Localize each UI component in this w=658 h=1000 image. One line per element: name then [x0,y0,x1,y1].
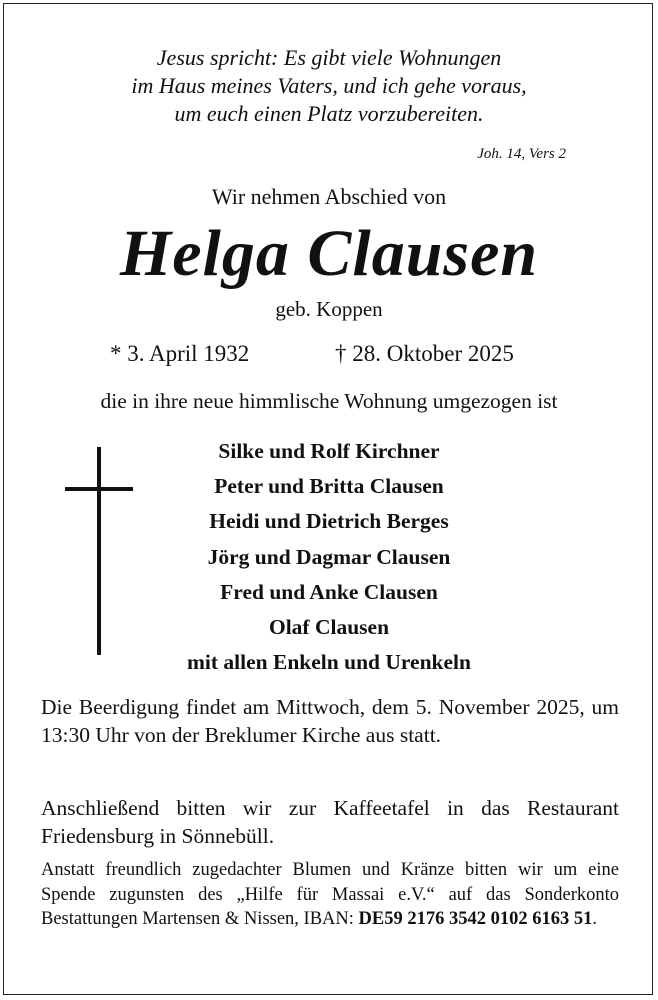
mourner-line: Silke und Rolf Kirchner [218,439,440,463]
reception-info: Anschließend bitten wir zur Kaffeetafel in das Restaurant Friedensburg in Sönnebüll. [41,796,619,848]
verse-reference: Joh. 14, Vers 2 [477,146,566,162]
verse-line: im Haus meines Vaters, und ich gehe voraus, [131,73,527,98]
birth-date: * 3. April 1932 [110,341,250,366]
verse-line: Jesus spricht: Es gibt viele Wohnungen [156,45,502,70]
mourner-line: mit allen Enkeln und Urenkeln [187,650,471,675]
mourner-line: Heidi und Dietrich Berges [209,509,449,534]
donation-text: Anstatt freundlich zugedachter Blumen und Kränze bitten wir um eine Spende zugunsten des „Hilfe für Massai e.V.“ auf das Sonderkonto Bestattungen Martensen & Nissen, IBAN: [41,860,619,929]
mourner-line: Olaf Clausen [268,615,390,640]
birth-name: geb. Koppen [275,297,383,321]
mourner-line: Jörg und Dagmar Clausen [207,544,451,569]
moved-statement: die in ihre neue himmlische Wohnung umgezogen ist [100,389,558,413]
verse-line: um euch einen Platz vorzubereiten. [174,101,484,126]
iban-number: DE59 2176 3542 0102 6163 51 [358,909,593,929]
death-date: † 28. Oktober 2025 [335,341,514,366]
obituary-notice [3,3,653,995]
deceased-name: Helga Clausen [119,217,539,290]
mourner-line: Peter und Britta Clausen [214,474,444,499]
donation-end: . [592,909,597,929]
mourners-list [4,434,654,680]
bible-verse [4,44,654,128]
donation-info [41,858,619,932]
funeral-info: Die Beerdigung findet am Mittwoch, dem 5. November 2025, um 13:30 Uhr von der Breklumer Kirche aus statt. [41,695,619,747]
mourner-line: Fred und Anke Clausen [220,579,438,604]
farewell-intro: Wir nehmen Abschied von [211,184,447,209]
